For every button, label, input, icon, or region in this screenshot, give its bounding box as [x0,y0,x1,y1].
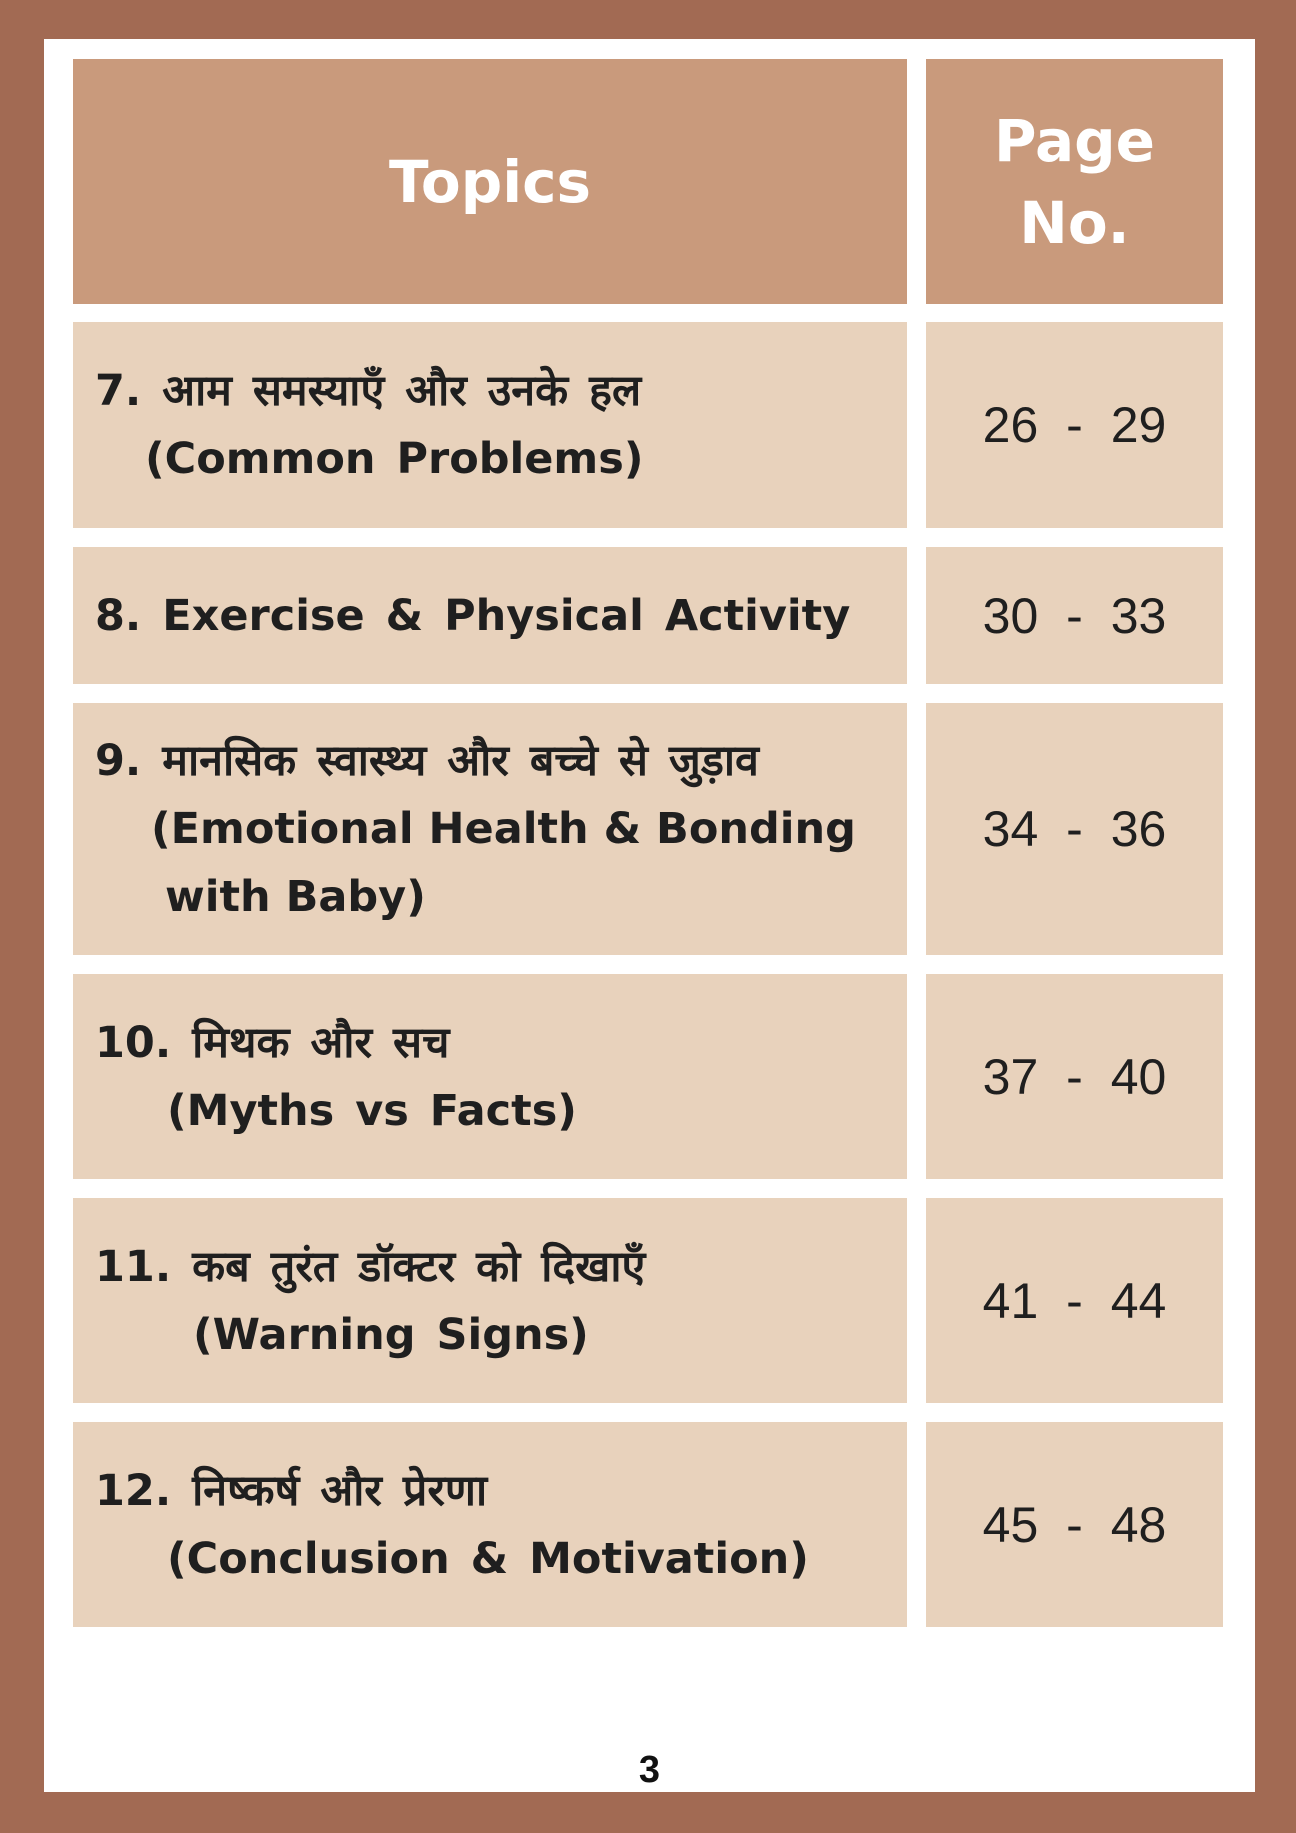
topic-row-12 [73,1422,907,1627]
contents-page [44,39,1255,1792]
page-range-text: 34 - 36 [982,801,1167,857]
page-range-text: 26 - 29 [982,397,1167,453]
page-range-text: 30 - 33 [982,587,1167,644]
topic-row-9 [73,703,907,955]
page-range-8 [926,547,1223,684]
page-range-9 [926,703,1223,955]
topic-title-english: (Emotional Health & Bonding [151,804,856,854]
page-range-text: 37 - 40 [982,1048,1167,1105]
page-range-12 [926,1422,1223,1627]
page-no-header [926,59,1223,304]
topic-row-7 [73,322,907,528]
topic-row-11 [73,1198,907,1403]
topic-title-english-cont: with Baby) [165,872,426,922]
page-range-7 [926,322,1223,528]
page-header-line2: No. [1019,188,1130,257]
topic-row-10 [73,974,907,1179]
page-range-10 [926,974,1223,1179]
topic-title-english: (Warning Signs) [193,1309,589,1360]
topic-title-hindi: 10. मिथक और सच [95,1017,450,1068]
topics-header [73,59,907,304]
topics-header-label: Topics [388,147,591,216]
page-range-11 [926,1198,1223,1403]
topic-title-hindi: 11. कब तुरंत डॉक्टर को दिखाएँ [95,1241,646,1292]
topic-title-english: (Conclusion & Motivation) [167,1533,809,1584]
topic-title-hindi: 12. निष्कर्ष और प्रेरणा [95,1465,488,1516]
page-number: 3 [638,1749,661,1791]
topic-title-english: 8. Exercise & Physical Activity [95,590,851,641]
page-header-line1: Page [994,106,1155,175]
topic-title-hindi: 7. आम समस्याएँ और उनके हल [95,366,642,416]
topic-title-english: (Myths vs Facts) [167,1085,577,1136]
topic-title-english: (Common Problems) [145,434,644,484]
topic-row-8 [73,547,907,684]
topic-title-hindi: 9. मानसिक स्वास्थ्य और बच्चे से जुड़ाव [95,736,759,786]
page-range-text: 45 - 48 [982,1496,1167,1553]
page-range-text: 41 - 44 [982,1272,1167,1329]
